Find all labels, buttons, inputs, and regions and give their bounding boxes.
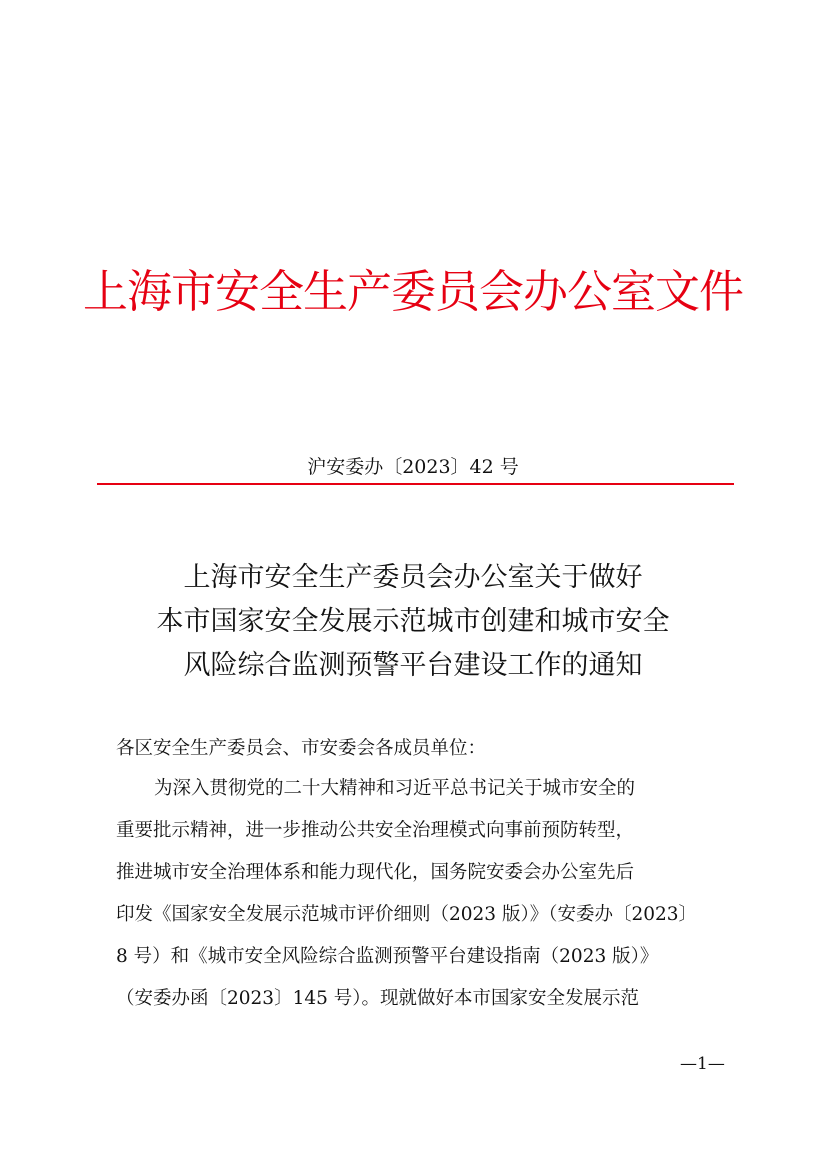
body-line: 为深入贯彻党的二十大精神和习近平总书记关于城市安全的 [154, 778, 636, 799]
title-line: 风险综合监测预警平台建设工作的通知 [183, 650, 643, 681]
document-title [0, 556, 826, 688]
body-paragraph [116, 775, 726, 1027]
document-number: 沪安委办〔2023〕42 号 [307, 456, 519, 478]
body-line: 重要批示精神，进一步推动公共安全治理模式向事前预防转型， [116, 820, 635, 841]
salutation: 各区安全生产委员会、市安委会各成员单位： [116, 738, 487, 759]
body-line: 推进城市安全治理体系和能力现代化，国务院安委会办公室先后 [116, 862, 635, 883]
title-line: 本市国家安全发展示范城市创建和城市安全 [156, 606, 670, 637]
body-line: 印发《国家安全发展示范城市评价细则（2023 版）》（安委办〔2023〕 [116, 904, 698, 925]
body-line: （安委办函〔2023〕145 号）。现就做好本市国家安全发展示范 [116, 988, 640, 1009]
issuer-red-header: 上海市安全生产委员会办公室文件 [82, 265, 743, 318]
title-line: 上海市安全生产委员会办公室关于做好 [183, 562, 643, 593]
body-line: 8 号）和《城市安全风险综合监测预警平台建设指南（2023 版）》 [116, 946, 659, 967]
page-number: —1— [680, 1054, 725, 1074]
red-separator-line [97, 483, 734, 485]
